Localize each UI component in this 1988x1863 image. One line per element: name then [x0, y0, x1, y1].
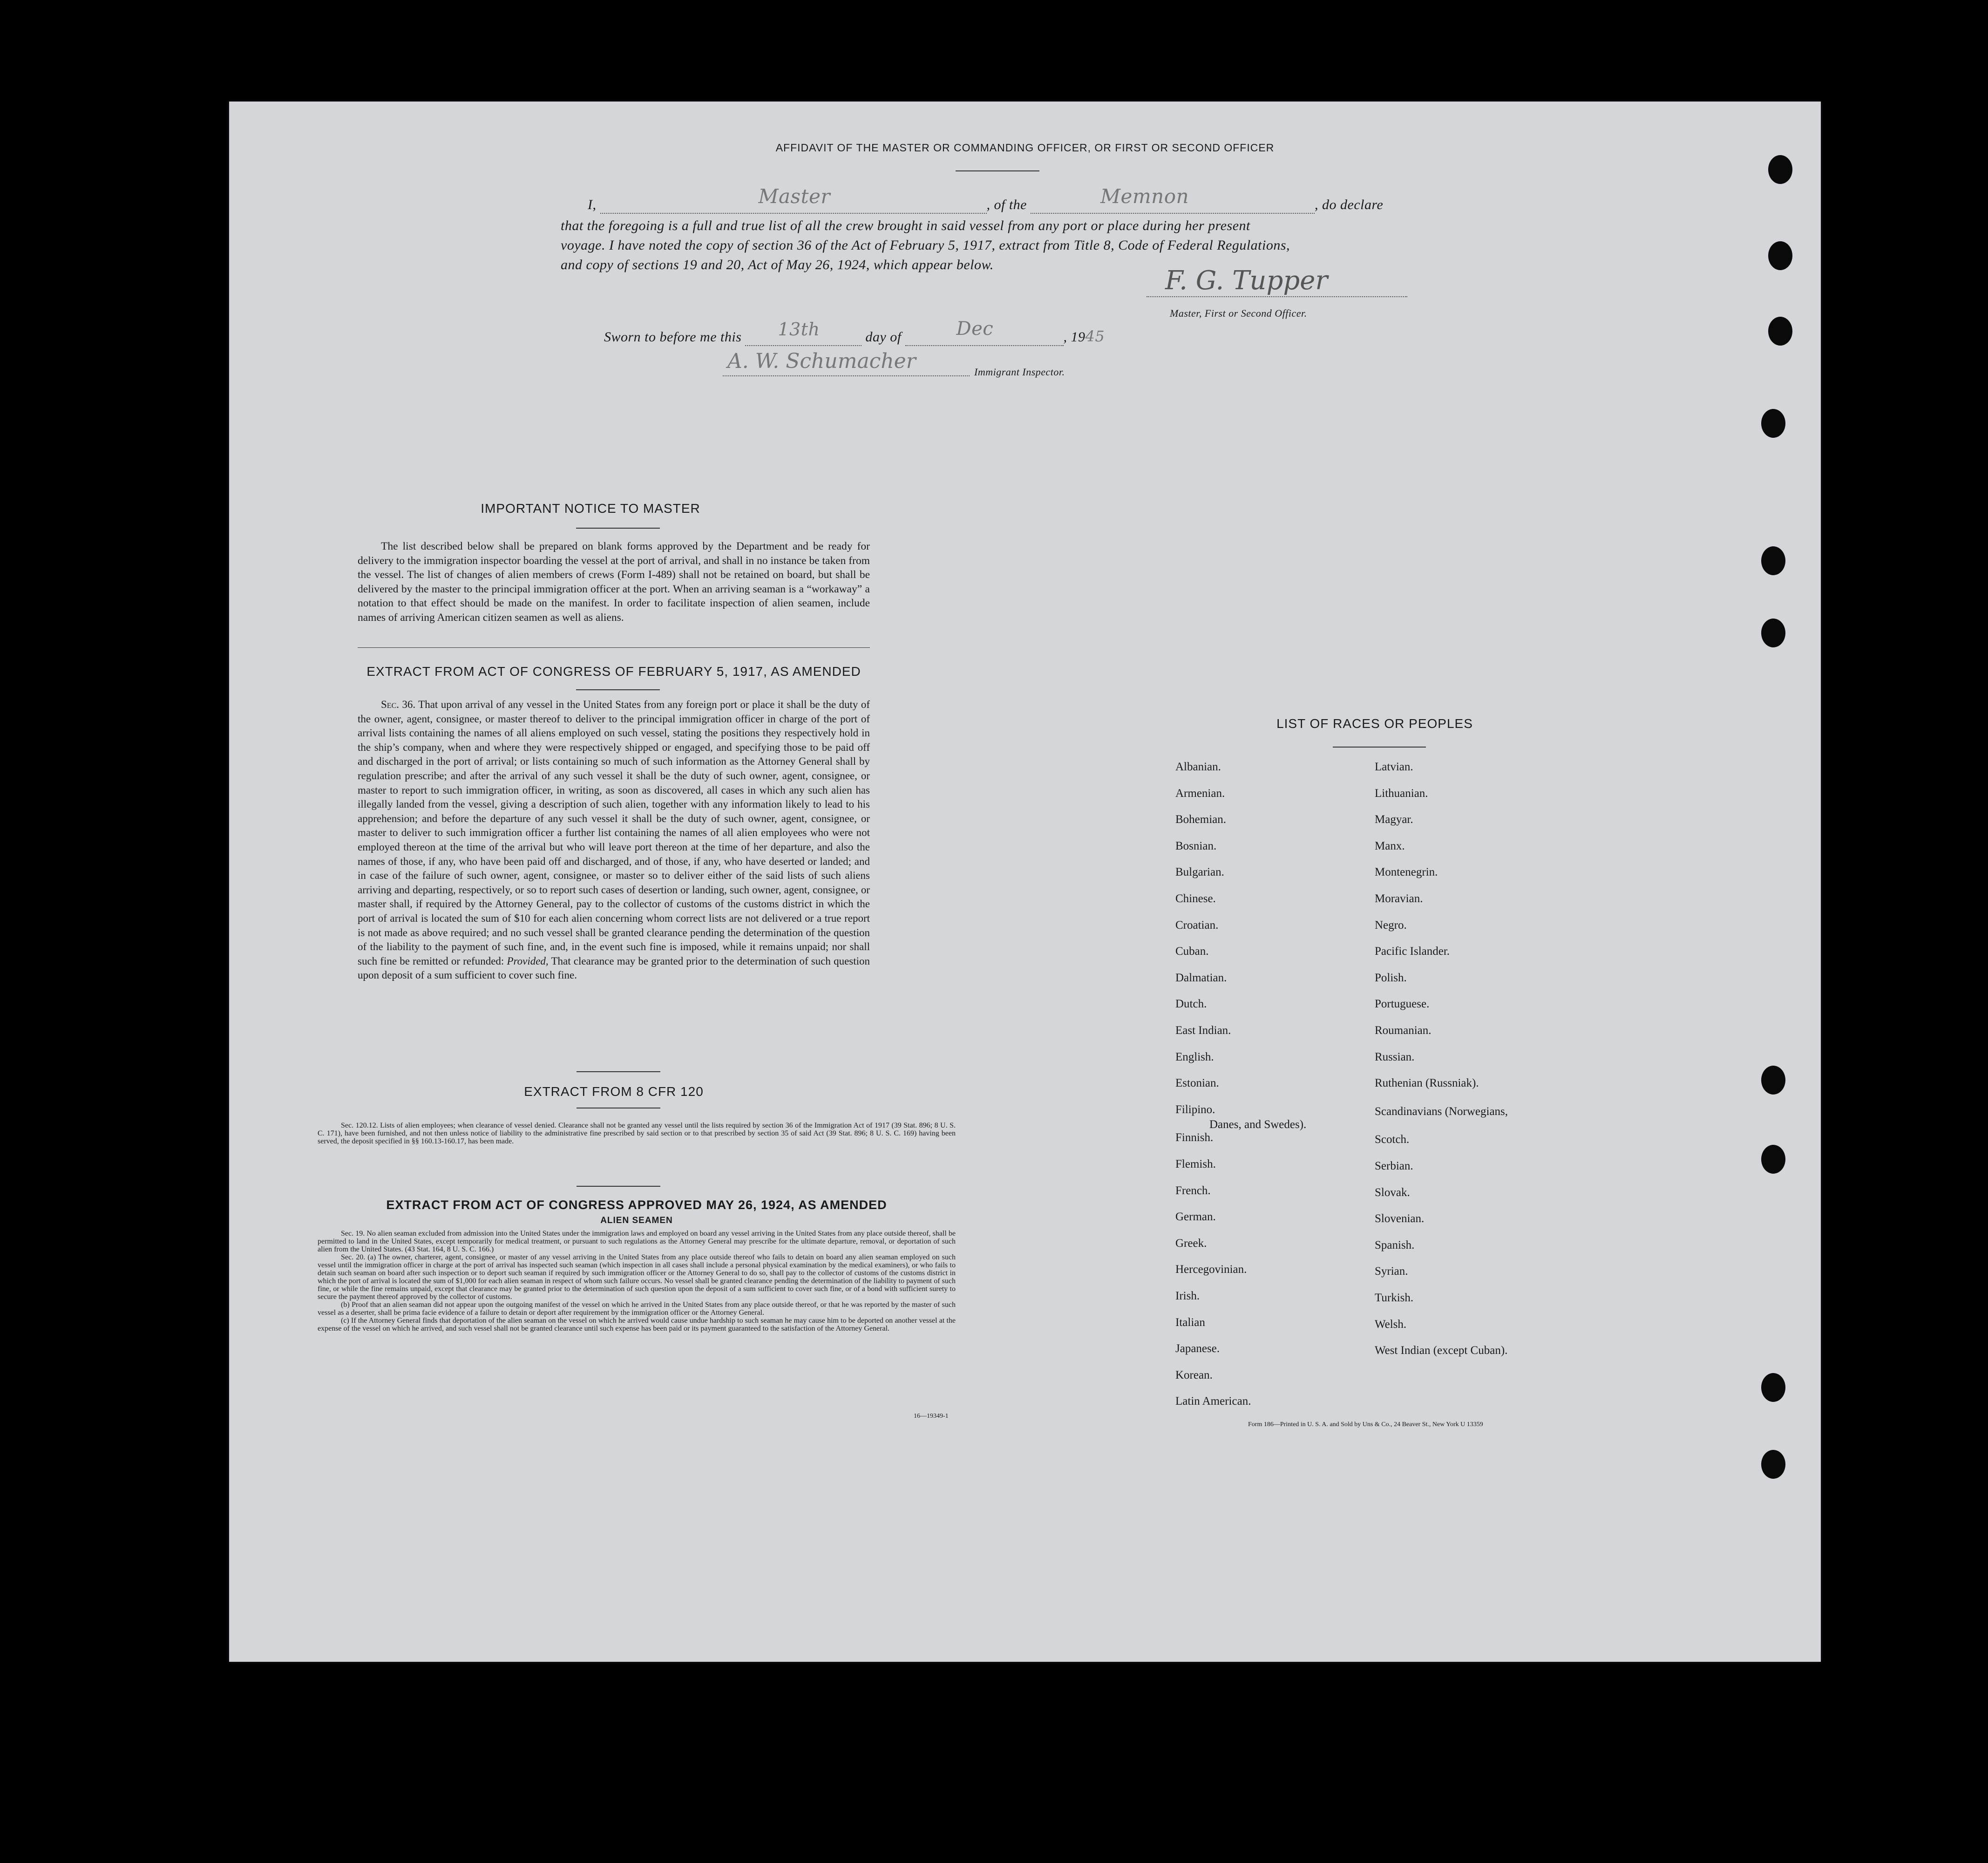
race-item: English.: [1175, 1050, 1214, 1063]
race-item: Turkish.: [1375, 1292, 1414, 1304]
binder-hole: [1761, 409, 1785, 438]
race-item: Portuguese.: [1375, 998, 1430, 1011]
signature-handwritten: F. G. Tupper: [1165, 265, 1328, 296]
race-item: West Indian (except Cuban).: [1375, 1344, 1508, 1357]
race-item: Korean.: [1175, 1368, 1213, 1381]
race-item: Hercegovinian.: [1175, 1263, 1247, 1276]
day-handwritten: 13th: [778, 319, 820, 340]
race-item: Russian.: [1375, 1050, 1415, 1063]
sec36-text-a: That upon arrival of any vessel in the United States from any foreign port or place it shall be the duty of the owner, agent, consignee, or master thereof to deliver to the principal immigration officer in charge of the port of arrival lists containing the names of all aliens employed on such vessel, stating the positions they respectively hold in the ship’s company, when and where they were respectively shipped or engaged, and specifying those to be paid off and discharged in the port of arrival; or lists containing so much of such information as the Attorney General shall by regulation prescribe; and after the arrival of any such vessel it shall be the duty of such owner, agent, consignee, or master to report to such immigration officer, in writing, as soon as discovered, all cases in which any such alien has illegally landed from the vessel, giving a description of such alien, together with any information likely to lead to his apprehension; and before the departure of any such vessel it shall be the duty of such owner, agent, consignee, or master to deliver to such immigration officer a further list containing the names of all alien employees who were not employed thereon at the time of the arrival but who will leave port thereon at the time of her departure, and also the names of those, if any, who have been paid off and discharged, and of those, if any, who have deserted or landed; and in case of the failure of such owner, agent, consignee, or master so to deliver either of the said lists of such aliens arriving and departing, respectively, or so to report such cases of desertion or landing, such owner, agent, consignee, or master shall, if required by the Attorney General, pay to the collector of customs of the customs district in which the port of arrival is located the sum of $10 for each alien concerning whom correct lists are not delivered or a true report is not made as above required; and no such vessel shall be granted clearance pending the determination of the question of the liability to the payment of such fine, and, in the event such fine is imposed, while it remains unpaid; nor shall such fine be remitted or refunded:: [358, 699, 870, 967]
cfr-text: Sec. 120.12. Lists of alien employees; when clearance of vessel denied. Clearance shall not be granted any vessel until the lists required by section 36 of the Immigration Act of 1917 (39 Stat. 896; 8 U. S. C. 171), have been furnished, and not then unless notice of liability to the administrative fine prescribed by said section or to that prescribed by section 35 of said Act (39 Stat. 896; 8 U. S. C. 169) having been served, the deposit specified in §§ 160.13-160.17, has been made.: [318, 1122, 956, 1145]
race-item: Estonian.: [1175, 1077, 1219, 1090]
sworn-label: Sworn to before me this: [604, 329, 742, 345]
binder-hole: [1761, 1145, 1785, 1174]
year-handwritten: 45: [1085, 327, 1105, 345]
divider: [1333, 747, 1426, 748]
race-item: Armenian.: [1175, 787, 1225, 800]
race-item: Finnish.: [1175, 1131, 1214, 1144]
race-item: East Indian.: [1175, 1024, 1231, 1037]
race-item: German.: [1175, 1210, 1216, 1224]
race-item: Dutch.: [1175, 998, 1207, 1011]
race-item: Lithuanian.: [1375, 787, 1428, 800]
inspector-caption: Immigrant Inspector.: [974, 366, 1065, 378]
sworn-line: [604, 318, 1105, 346]
affidavit-line-4: and copy of sections 19 and 20, Act of May 26, 1924, which appear below.: [561, 257, 994, 272]
race-item: Filipino.: [1175, 1103, 1215, 1116]
race-item: Croatian.: [1175, 918, 1219, 932]
do-declare-label: , do declare: [1315, 197, 1384, 212]
race-item: Negro.: [1375, 918, 1407, 932]
binder-hole: [1761, 1450, 1785, 1479]
day-of-label: day of: [865, 329, 902, 345]
race-item: Welsh.: [1375, 1318, 1407, 1331]
race-item: Scotch.: [1375, 1133, 1410, 1146]
race-item: Bohemian.: [1175, 813, 1227, 826]
binder-hole: [1761, 546, 1785, 575]
race-item: Spanish.: [1375, 1238, 1415, 1251]
inspector-handwritten: A. W. Schumacher: [727, 349, 916, 373]
sec20b-text: (b) Proof that an alien seaman did not appear upon the outgoing manifest of the vessel on which he arrived in the United States from any place outside thereof, or that he was reported by the master of such vessel as a deserter, shall be prima facie evidence of a failure to detain or deport after requirement by the immigration officer or the Attorney General.: [318, 1301, 956, 1317]
binder-hole: [1768, 317, 1792, 346]
race-item: Slovak.: [1375, 1186, 1410, 1199]
race-item: Albanian.: [1175, 761, 1221, 773]
master-field: [600, 185, 987, 214]
binder-hole: [1761, 619, 1785, 647]
divider: [576, 528, 660, 529]
i-label: I,: [588, 197, 597, 212]
race-item: Pacific Islander.: [1375, 945, 1450, 958]
signature-caption: Master, First or Second Officer.: [1170, 307, 1307, 319]
sec36-label: Sec. 36.: [381, 699, 416, 710]
race-item: Chinese.: [1175, 892, 1216, 905]
race-item: Slovenian.: [1375, 1212, 1425, 1225]
act1917-text: [358, 698, 870, 983]
race-item: Japanese.: [1175, 1342, 1220, 1355]
race-item: Magyar.: [1375, 813, 1413, 826]
divider: [358, 647, 870, 648]
race-item: Scandinavians (Norwegians,: [1375, 1105, 1508, 1118]
divider: [576, 689, 660, 690]
month-handwritten: Dec: [956, 318, 994, 340]
race-item: Dalmatian.: [1175, 971, 1227, 984]
race-item: Bosnian.: [1175, 839, 1217, 852]
race-item: Moravian.: [1375, 892, 1423, 905]
sec19-text: Sec. 19. No alien seaman excluded from admission into the United States under the immigration laws and employed on board any vessel arriving in the United States from any place outside thereof, shall be permitted to land in the United States, except temporarily for medical treatment, or pursuant to such regulations as the Attorney General may prescribe for the ultimate departure, removal, or deportation of such alien from the United States. (43 Stat. 164, 8 U. S. C. 166.): [318, 1230, 956, 1253]
cfr-title: EXTRACT FROM 8 CFR 120: [524, 1084, 704, 1099]
binder-hole: [1768, 241, 1792, 270]
race-item: Italian: [1175, 1316, 1205, 1329]
divider: [956, 170, 1039, 171]
affidavit-line-2: that the foregoing is a full and true list of all the crew brought in said vessel from any port or place during her present: [561, 218, 1250, 233]
binder-hole: [1761, 1066, 1785, 1095]
divider: [577, 1071, 660, 1072]
affidavit-title: AFFIDAVIT OF THE MASTER OR COMMANDING OFFICER, OR FIRST OR SECOND OFFICER: [775, 142, 1275, 154]
affidavit-line-1: [588, 185, 1384, 214]
sec36-text-b: That clearance may be granted prior to the determination of such question upon deposit of a sum sufficient to cover such fine.: [358, 955, 870, 981]
race-item: Polish.: [1375, 971, 1407, 984]
race-item: Cuban.: [1175, 945, 1209, 958]
race-item: Danes, and Swedes).: [1209, 1118, 1307, 1131]
race-item: Roumanian.: [1375, 1024, 1432, 1037]
act1924-subtitle: ALIEN SEAMEN: [600, 1216, 673, 1225]
day-field: [745, 319, 862, 346]
race-item: Greek.: [1175, 1237, 1207, 1250]
act1924-body: [318, 1230, 956, 1333]
races-title: LIST OF RACES OR PEOPLES: [1276, 716, 1473, 731]
race-item: Irish.: [1175, 1290, 1200, 1302]
race-item: Latin American.: [1175, 1395, 1251, 1408]
race-item: Bulgarian.: [1175, 866, 1224, 879]
race-item: Montenegrin.: [1375, 866, 1438, 879]
of-the-label: , of the: [986, 197, 1027, 212]
document-page: [229, 102, 1821, 1662]
act1917-title: EXTRACT FROM ACT OF CONGRESS OF FEBRUARY 5, 1917, AS AMENDED: [366, 664, 861, 679]
notice-title: IMPORTANT NOTICE TO MASTER: [481, 501, 700, 516]
vessel-handwritten: Memnon: [1100, 185, 1189, 208]
divider: [577, 1186, 660, 1187]
binder-hole: [1768, 155, 1792, 184]
vessel-field: [1031, 185, 1315, 214]
form-number: 16—19349-1: [914, 1413, 949, 1420]
race-item: Manx.: [1375, 839, 1405, 852]
month-field: [905, 318, 1064, 346]
binder-hole: [1761, 1373, 1785, 1402]
year-prefix: , 19: [1063, 329, 1086, 345]
race-item: French.: [1175, 1184, 1211, 1197]
sec20c-text: (c) If the Attorney General finds that deportation of the alien seaman on the vessel on which he arrived would cause undue hardship to such seaman he may cause him to be deported on another vessel at the expense of the vessel on which he arrived, and such vessel shall not be granted clearance until such expense has been paid or its payment guaranteed to the satisfaction of the Attorney General.: [318, 1317, 956, 1333]
form-footer: Form 186—Printed in U. S. A. and Sold by Uns & Co., 24 Beaver St., New York U 13359: [1248, 1421, 1483, 1428]
notice-text: The list described below shall be prepared on blank forms approved by the Department and be ready for delivery to the immigration inspector boarding the vessel at the port of arrival, and shall in no instance be taken from the vessel. The list of changes of alien members of crews (Form I-489) shall not be retained on board, but shall be delivered by the master to the principal immigration officer at the port. When an arriving seaman is a “workaway” a notation to that effect should be made on the manifest. In order to facilitate inspection of alien seamen, include names of arriving American citizen seamen as well as aliens.: [358, 540, 870, 624]
affidavit-line-3: voyage. I have noted the copy of section 36 of the Act of February 5, 1917, extract from Title 8, Code of Federal Regulations,: [561, 238, 1290, 253]
race-item: Flemish.: [1175, 1158, 1216, 1170]
race-item: Syrian.: [1375, 1265, 1408, 1278]
provided-word: Provided,: [507, 955, 549, 967]
act1924-title: EXTRACT FROM ACT OF CONGRESS APPROVED MAY 26, 1924, AS AMENDED: [386, 1198, 887, 1212]
race-item: Ruthenian (Russniak).: [1375, 1077, 1479, 1090]
race-item: Serbian.: [1375, 1160, 1413, 1172]
sec20a-text: Sec. 20. (a) The owner, charterer, agent, consignee, or master of any vessel arriving in the United States from any place outside thereof who fails to detain on board any alien seaman employed on such vessel until the immigration officer in charge at the port of arrival has inspected such seaman (which inspection in all cases shall include a personal physical examination by the medical examiners), or who fails to detain such seaman on board after such inspection or to deport such seaman if required by such immigration officer or the Attorney General to do so, shall pay to the collector of customs of the customs district in which the port of arrival is located the sum of $1,000 for each alien seaman in respect of whom such failure occurs. No vessel shall be granted clearance pending the determination of the liability to payment of such fine, or while the fine remains unpaid, except that clearance may be granted prior to the determination of such question upon the deposit of a sum sufficient to cover such fine, or of a bond with sufficient surety to secure the payment thereof approved by the collector of customs.: [318, 1253, 956, 1301]
master-handwritten: Master: [758, 185, 830, 208]
race-item: Latvian.: [1375, 761, 1413, 773]
